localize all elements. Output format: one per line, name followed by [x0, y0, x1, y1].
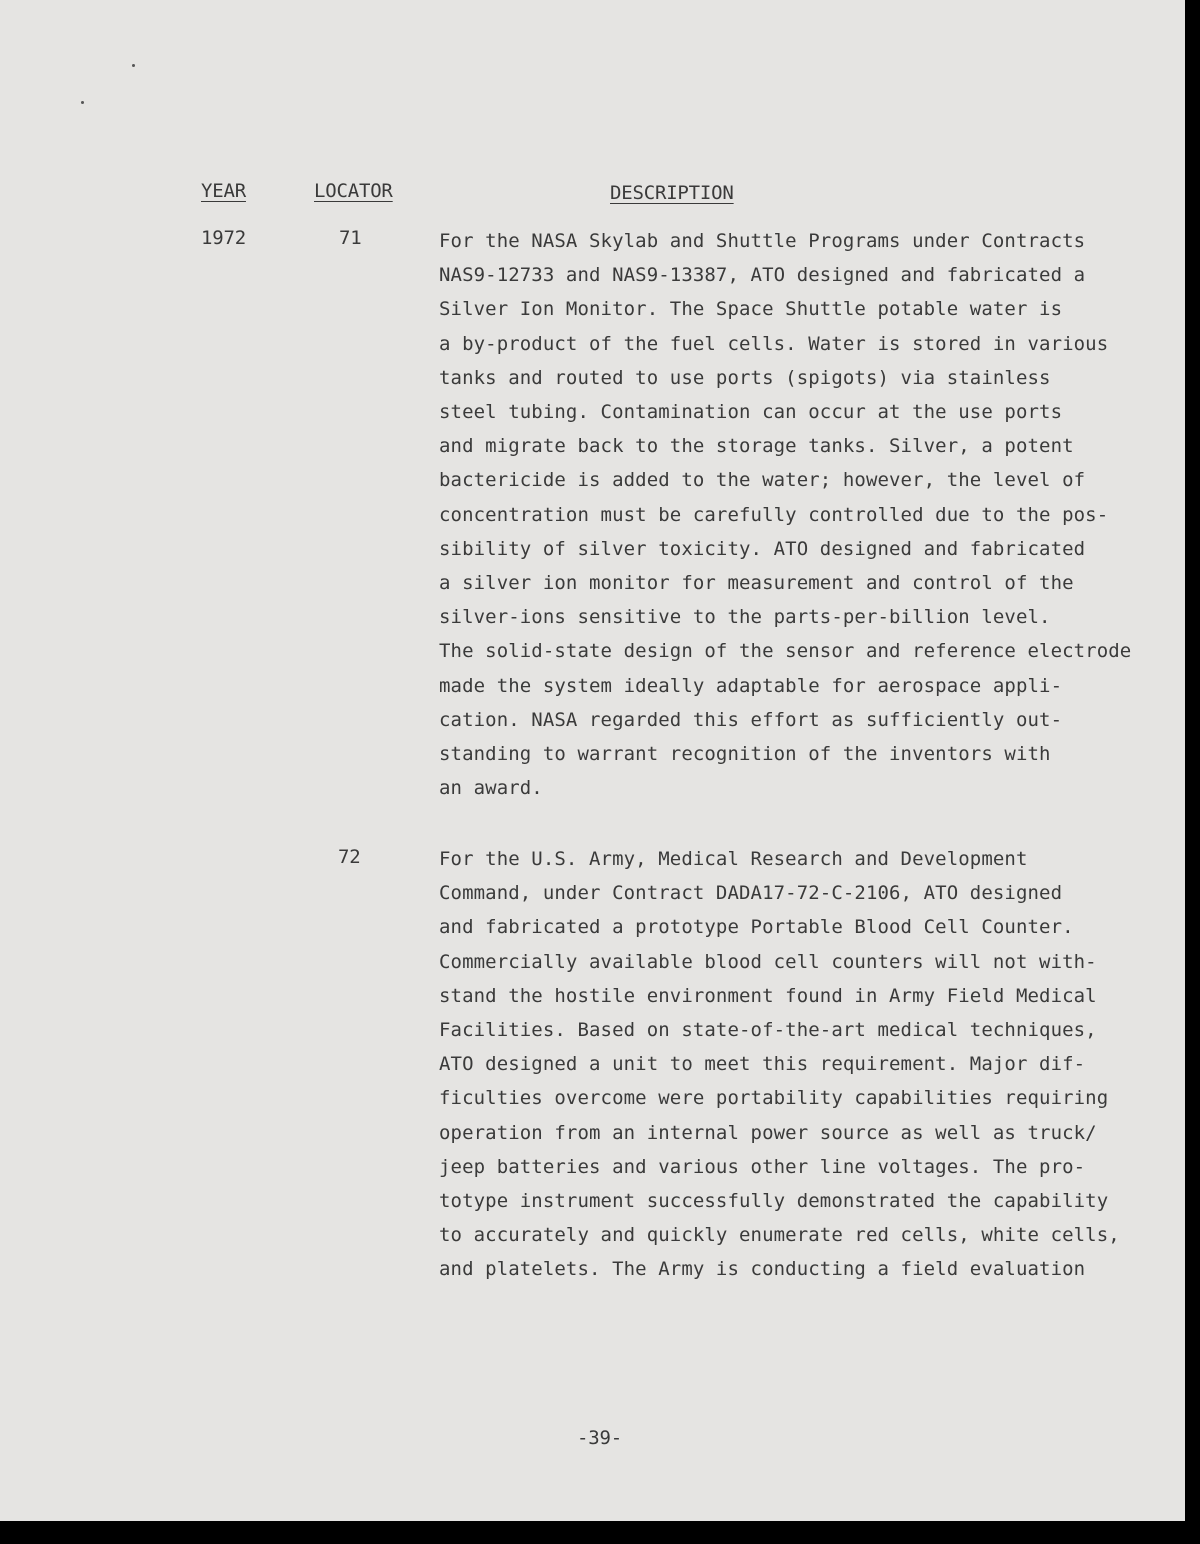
description-line: For the U.S. Army, Medical Research and Development — [439, 848, 1028, 870]
description-line: jeep batteries and various other line voltages. The pro- — [439, 1155, 1086, 1178]
description-line: stand the hostile environment found in Army Field Medical — [439, 984, 1097, 1007]
description-line: a by-product of the fuel cells. Water is stored in various — [439, 332, 1109, 355]
page-number: -39- — [577, 1427, 622, 1449]
description-line: standing to warrant recognition of the inventors with — [439, 743, 1051, 765]
description-line: totype instrument successfully demonstrated the capability — [439, 1190, 1109, 1212]
description-line: ATO designed a unit to meet this requirement. Major dif- — [439, 1053, 1086, 1076]
description-line: For the NASA Skylab and Shuttle Programs under Contracts — [439, 230, 1086, 252]
description-line: made the system ideally adaptable for aerospace appli- — [439, 674, 1063, 697]
entry-locator: 71 — [339, 227, 362, 249]
description-line: to accurately and quickly enumerate red cells, white cells, — [439, 1224, 1120, 1247]
description-line: Facilities. Based on state-of-the-art medical techniques, — [439, 1019, 1097, 1041]
description-line: and migrate back to the storage tanks. Silver, a potent — [439, 435, 1074, 458]
description-line: a silver ion monitor for measurement and control of the — [439, 572, 1074, 594]
description-line: Command, under Contract DADA17-72-C-2106, ATO designed — [439, 882, 1063, 905]
description-line: and fabricated a prototype Portable Blood Cell Counter. — [439, 916, 1074, 939]
paper-speck — [81, 101, 84, 104]
description-line: an award. — [439, 777, 543, 800]
description-line: ficulties overcome were portability capabilities requiring — [439, 1087, 1109, 1110]
description-line: bactericide is added to the water; however, the level of — [439, 469, 1086, 492]
description-line: and platelets. The Army is conducting a field evaluation — [439, 1258, 1086, 1281]
description-line: NAS9-12733 and NAS9-13387, ATO designed and fabricated a — [439, 264, 1086, 287]
header-locator: LOCATOR — [314, 180, 393, 202]
description-line: steel tubing. Contamination can occur at the use ports — [439, 401, 1063, 423]
header-year: YEAR — [201, 180, 246, 202]
entry-year: 1972 — [201, 227, 246, 249]
description-line: concentration must be carefully controlled due to the pos- — [439, 503, 1109, 526]
entry-locator: 72 — [338, 846, 361, 868]
description-line: The solid-state design of the sensor and reference electrode — [439, 640, 1132, 663]
header-description: DESCRIPTION — [610, 182, 734, 204]
description-line: silver-ions sensitive to the parts-per-billion level. — [439, 606, 1051, 629]
description-line: sibility of silver toxicity. ATO designed and fabricated — [439, 537, 1086, 560]
description-line: Silver Ion Monitor. The Space Shuttle potable water is — [439, 298, 1063, 321]
description-line: tanks and routed to use ports (spigots) via stainless — [439, 366, 1051, 389]
description-line: cation. NASA regarded this effort as sufficiently out- — [439, 708, 1063, 731]
description-line: operation from an internal power source as well as truck/ — [439, 1121, 1097, 1144]
paper-speck — [132, 64, 135, 67]
description-line: Commercially available blood cell counters will not with- — [439, 950, 1097, 973]
